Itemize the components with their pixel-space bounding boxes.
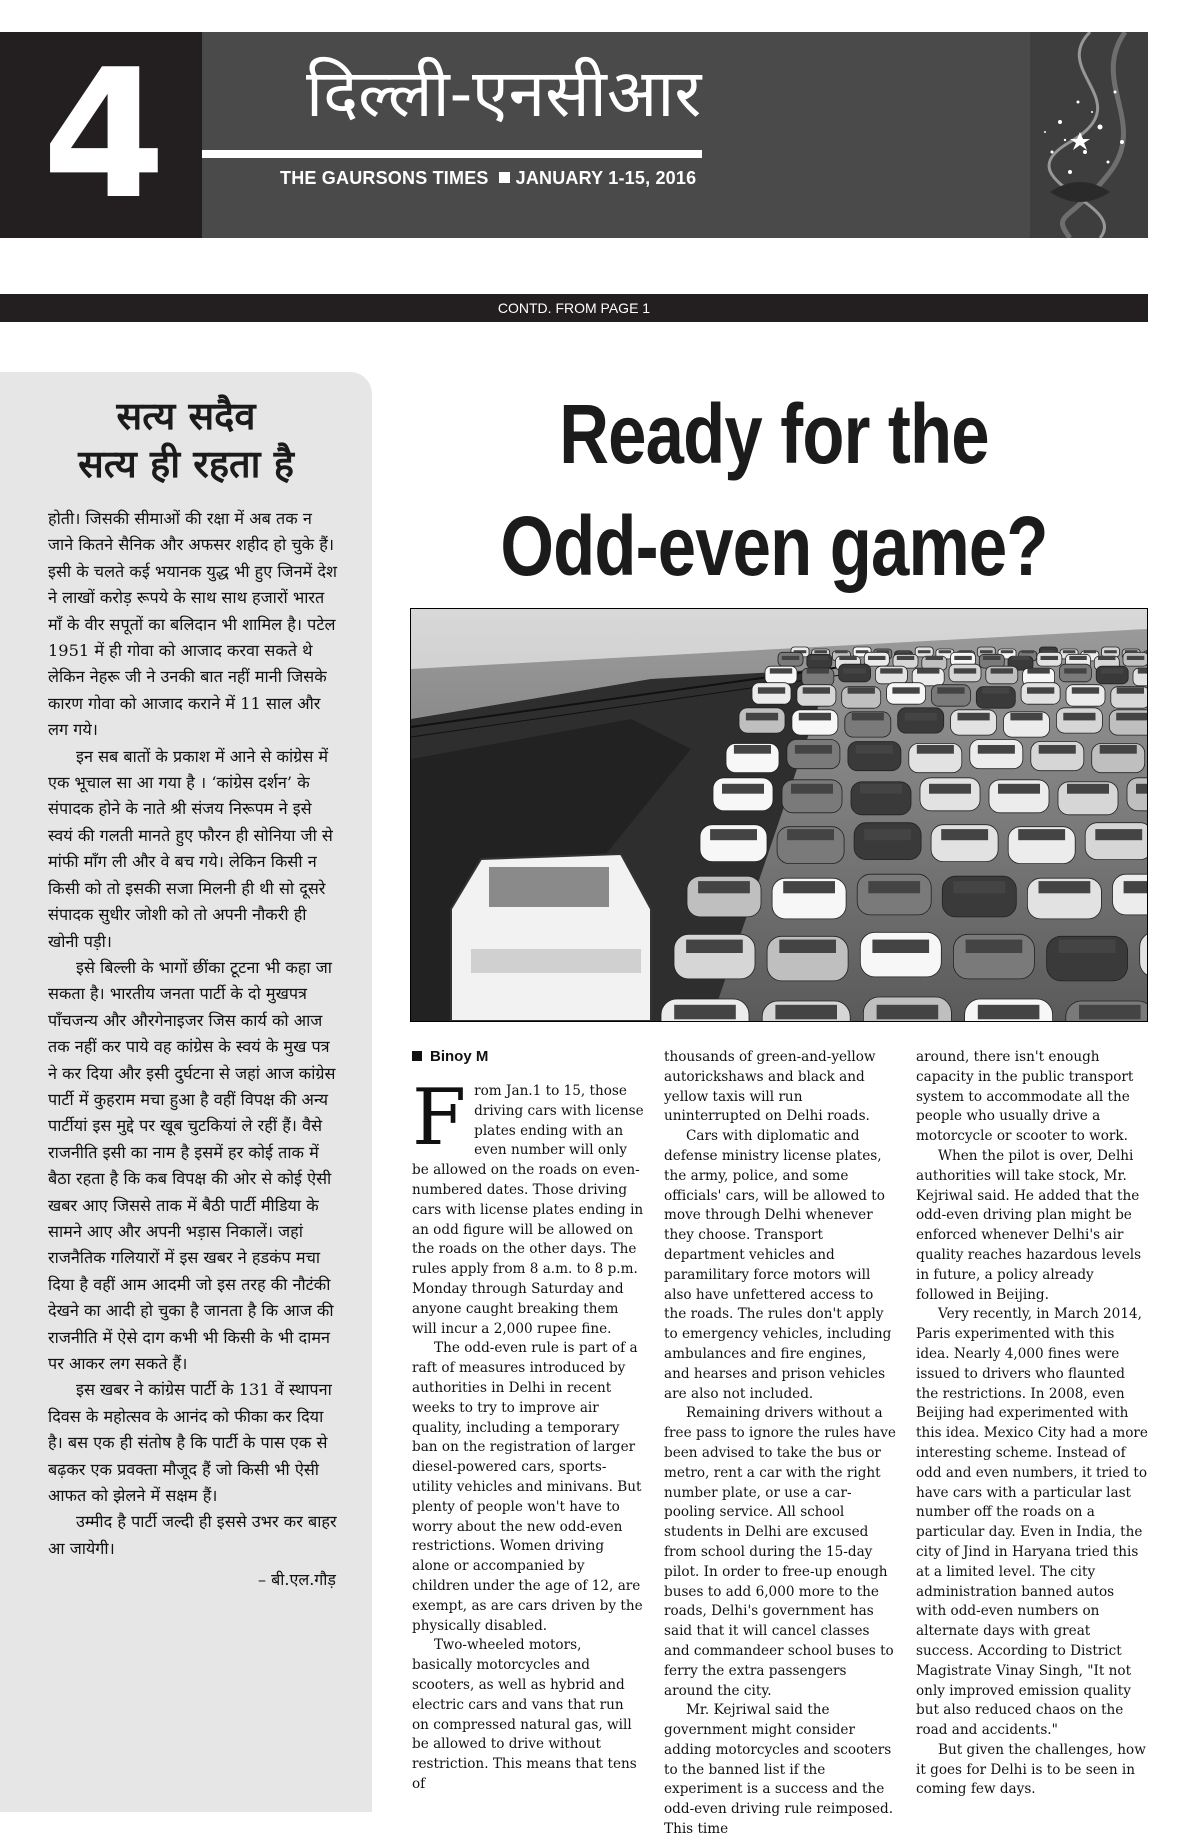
section-title: दिल्ली-एनसीआर	[306, 55, 702, 132]
sidebar-title-line2: सत्य ही रहता है	[78, 441, 294, 486]
sidebar-paragraph: इन सब बातों के प्रकाश में आने से कांग्रेस में एक भूचाल सा आ गया है । ‘कांग्रेस दर्शन’ के संपादक होने के नाते श्री संजय निरूपम ने इसे स्वयं की गलती मानते हुए फौरन ही सोनिया जी से मांफी माँग ली और वे बच गये। लेकिन किसी न किसी को तो इसकी सजा मिलनी ही थी सो दूसरे संपादक सुधीर जोशी को तो अपनी नौकरी ही खोनी पड़ी।	[48, 746, 333, 951]
sparkle-ribbon-decoration-icon	[1030, 32, 1148, 238]
issue-date: JANUARY 1-15, 2016	[515, 168, 697, 188]
article-paragraph: Cars with diplomatic and defense ministry license plates, the army, police, and some officials' cars, will be allowed to move through Delhi whenever they choose. Transport department vehicles and paramilitary force motors will also have unfettered access to the roads. The rules don't apply to emergency vehicles, including ambulances and fire engines, and hearses and prison vehicles are also not included.	[664, 1128, 892, 1402]
masthead-band	[202, 32, 1148, 238]
article-paragraph: Two-wheeled motors, basically motorcycles and scooters, as well as hybrid and electric cars and vans that run on compressed natural gas, will be allowed to drive without restriction. This means that tens of	[412, 1637, 637, 1792]
article-headline	[467, 378, 1080, 602]
sidebar-title-line1: सत्य सदैव	[116, 393, 256, 438]
headline-line1: Ready for the	[559, 387, 989, 481]
byline	[412, 1048, 488, 1065]
sidebar-paragraph: उम्मीद है पार्टी जल्दी ही इससे उभर कर बाहर आ जायेगी।	[48, 1512, 337, 1558]
byline-square-icon	[412, 1051, 422, 1061]
article-paragraph: around, there isn't enough capacity in the public transport system to accommodate all the people who usually drive a motorcycle or scooter to work.	[916, 1049, 1134, 1145]
traffic-jam-photo	[410, 608, 1148, 1022]
continued-from-banner: CONTD. FROM PAGE 1	[0, 294, 1148, 322]
article-paragraph: Mr. Kejriwal said the government might consider adding motorcycles and scooters to the banned list if the experiment is a success and the odd-even driving rule reimposed. This time	[664, 1702, 894, 1838]
article-paragraph: thousands of green-and-yellow autorickshaws and black and yellow taxis will run uninterrupted on Delhi roads.	[664, 1049, 876, 1125]
page-number: 4	[0, 32, 202, 238]
article-paragraph: Very recently, in March 2014, Paris experimented with this idea. Nearly 4,000 fines were issued to drivers who flaunted the restrictions. In 2008, even Beijing had experimented with this idea. Mexico City had a more interesting scheme. Instead of odd and even numbers, it tried to have cars with a particular last number off the roads on a particular day. Even in India, the city of Jind in Haryana tried this at a limited level. The city administration banned autos with odd-even numbers on alternate days with great success. According to District Magistrate Vinay Singh, "It not only improved emission quality but also reduced chaos on the road and accidents."	[916, 1306, 1148, 1739]
article-column-1	[412, 1073, 644, 1795]
article-paragraph: But given the challenges, how it goes for Delhi is to be seen in coming few days.	[916, 1741, 1146, 1798]
hindi-opinion-sidebar	[0, 372, 372, 1812]
article-column-3	[916, 1048, 1148, 1800]
sidebar-body	[0, 488, 372, 1562]
publication-line	[280, 168, 696, 189]
article-paragraph: When the pilot is over, Delhi authorities will take stock, Mr. Kejriwal said. He added that the odd-even driving plan might be enforced whenever Delhi's air quality reaches hazardous levels in future, a policy already followed in Beijing.	[916, 1147, 1142, 1303]
sidebar-paragraph: इसे बिल्ली के भागों छींका टूटना भी कहा जा सकता है। भारतीय जनता पार्टी के दो मुखपत्र पाँचजन्य और औरगेनाइजर जिस कार्य को आज तक नहीं कर पाये वह कांग्रेस के स्वयं के मुख पत्र ने कर दिया और इसी दुर्घटना से जहां आज कांग्रेस पार्टी में कुहराम मचा हुआ है वहीं विपक्ष की अन्य पार्टीयां इस मुद्दे पर खूब चुटकियां ले रहीं हैं। वैसे राजनीति इसी का नाम है इसमें हर कोई ताक में बैठा रहता है कि कब विपक्ष की ओर से कोई ऐसी खबर आए जिससे ताक में बैठी पार्टी मीडिया के सामने आए और अपनी भड़ास निकालें। जहां राजनैतिक गलियारों में इस खबर ने हडकंप मचा दिया है वहीं आम आदमी जो इस तरह की नौटंकी देखने का आदी हो चुका है जानता है कि आज की राजनीति में ऐसे दाग कभी भी किसी के भी दामन पर आकर लग सकते हैं।	[48, 957, 336, 1373]
article-paragraph-text: rom Jan.1 to 15, those driving cars with license plates ending with an even number will only be allowed on the roads on even-numbered dates. Those driving cars with license plates ending in an odd figure will be allowed on the roads on the other days. The rules apply from 8 a.m. to 8 p.m. Monday through Saturday and anyone caught breaking them will incur a 2,000 rupee fine.	[412, 1083, 644, 1337]
masthead	[0, 32, 1148, 238]
byline-author: Binoy M	[430, 1048, 489, 1065]
article-paragraph: Remaining drivers without a free pass to ignore the rules have been advised to take the bus or metro, rent a car with the right number plate, or use a car-pooling service. All school students in Delhi are excused from school during the 15-day pilot. In order to free-up enough buses to add 6,000 more to the roads, Delhi's government has said that it will cancel classes and commandeer school buses to ferry the extra passengers around the city.	[664, 1405, 896, 1699]
article-paragraph	[412, 1073, 644, 1339]
article-column-2	[664, 1048, 896, 1840]
drop-cap: F	[412, 1073, 467, 1163]
separator-square-icon	[499, 172, 510, 183]
article-paragraph: The odd-even rule is part of a raft of measures introduced by authorities in Delhi in recent weeks to try to improve air quality, including a temporary ban on the registration of larger diesel-powered cars, sports-utility vehicles and minivans. But plenty of people won't have to worry about the new odd-even restrictions. Women driving alone or accompanied by children under the age of 12, are exempt, as are cars driven by the physically disabled.	[412, 1340, 643, 1634]
sidebar-title	[0, 392, 372, 488]
sidebar-paragraph: इस खबर ने कांग्रेस पार्टी के 131 वें स्थापना दिवस के महोत्सव के आनंद को फीका कर दिया है। बस एक ही संतोष है कि पार्टी के पास एक से बढ़कर एक प्रवक्ता मौजूद हैं जो किसी भी ऐसी आफत को झेलने में सक्षम हैं।	[48, 1380, 332, 1506]
sidebar-signature: – बी.एल.गौड़	[258, 1570, 336, 1590]
sidebar-paragraph: होती। जिसकी सीमाओं की रक्षा में अब तक न जाने कितने सैनिक और अफसर शहीद हो चुके हैं। इसी के चलते कई भयानक युद्ध भी हुए जिनमें देश ने लाखों करोड़ रूपये के साथ साथ हजारों भारत माँ के वीर सपूतों का बलिदान भी शामिल है। पटेल 1951 में ही गोवा को आजाद करवा सकते थे लेकिन नेहरू जी ने उनकी बात नहीं मानी जिसके कारण गोवा को आजाद कराने में 11 साल और लग गये।	[48, 509, 337, 740]
masthead-rule	[202, 150, 702, 158]
publication-name: THE GAURSONS TIMES	[280, 168, 489, 188]
headline-line2: Odd-even game?	[500, 499, 1048, 593]
